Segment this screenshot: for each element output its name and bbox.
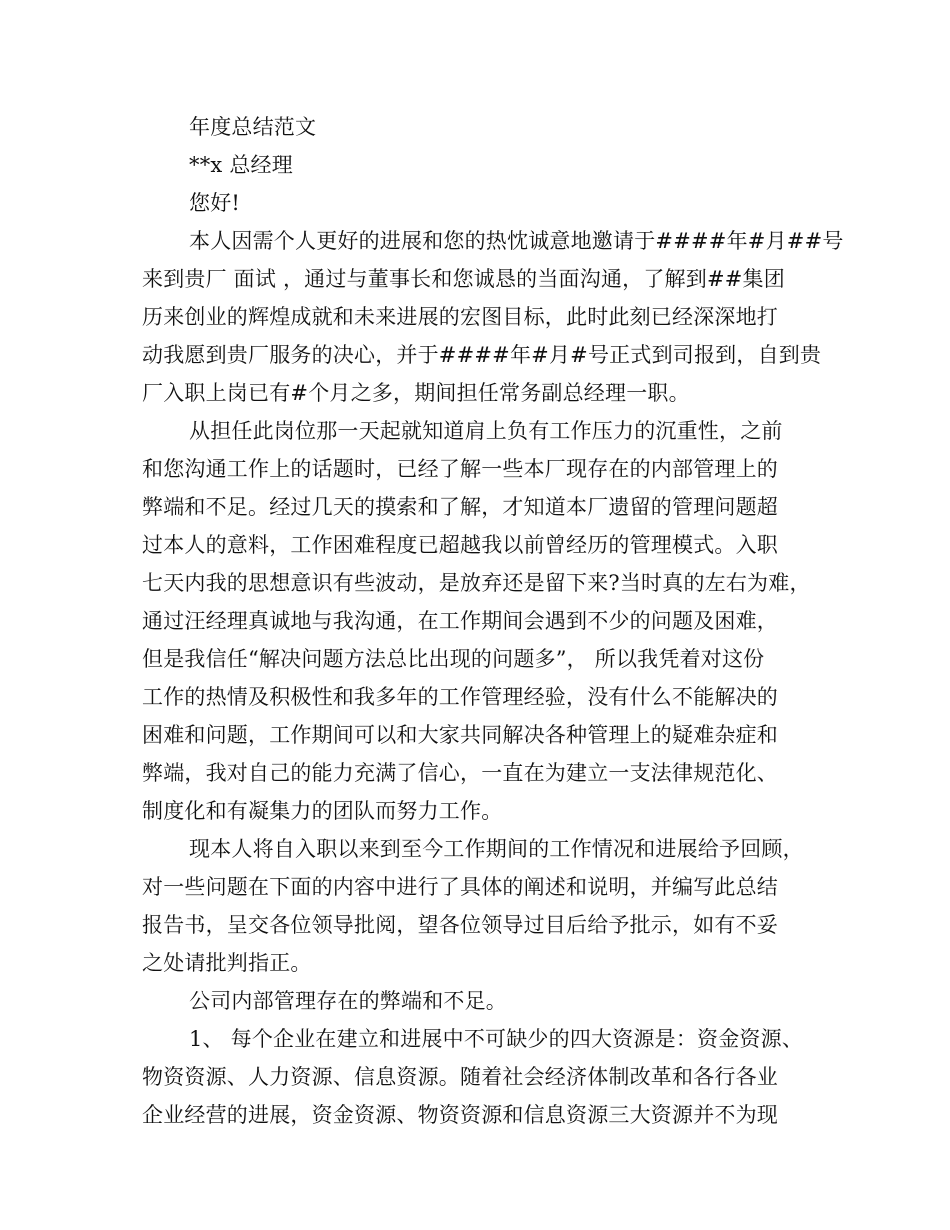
paragraph-2-line: 从担任此岗位那一天起就知道肩上负有工作压力的沉重性，之前 (189, 419, 783, 443)
paragraph-2-line: 弊端和不足。经过几天的摸索和了解，才知道本厂遗留的管理问题超 (142, 495, 778, 519)
section-heading: 公司内部管理存在的弊端和不足。 (189, 989, 507, 1013)
paragraph-2-line: 过本人的意料，工作困难程度已超越我以前曾经历的管理模式。入职 (142, 533, 778, 557)
paragraph-1-line: 历来创业的辉煌成就和未来进展的宏图目标，此时此刻已经深深地打 (142, 305, 778, 329)
paragraph-2-line: 制度化和有凝集力的团队而努力工作。 (142, 799, 503, 823)
paragraph-1-line: 来到贵厂 面试 ，通过与董事长和您诚恳的当面沟通，了解到##集团 (142, 267, 785, 291)
paragraph-3-line: 现本人将自入职以来到至今工作期间的工作情况和进展给予回顾， (189, 837, 804, 861)
paragraph-2-line: 通过汪经理真诚地与我沟通，在工作期间会遇到不少的问题及困难， (142, 609, 778, 633)
paragraph-2-line: 和您沟通工作上的话题时，已经了解一些本厂现存在的内部管理上的 (142, 457, 778, 481)
paragraph-4-line: 1、 每个企业在建立和进展中不可缺少的四大资源是：资金资源、 (189, 1027, 804, 1051)
paragraph-4-line: 物资资源、人力资源、信息资源。随着社会经济体制改革和各行各业 (142, 1065, 778, 1089)
paragraph-3-line: 对一些问题在下面的内容中进行了具体的阐述和说明，并编写此总结 (142, 875, 778, 899)
paragraph-1-line: 动我愿到贵厂服务的决心，并于####年#月#号正式到司报到，自到贵 (142, 343, 822, 367)
paragraph-4-line: 企业经营的进展，资金资源、物资资源和信息资源三大资源并不为现 (142, 1103, 778, 1127)
paragraph-1-line: 厂入职上岗已有#个月之多，期间担任常务副总经理一职。 (142, 381, 690, 405)
paragraph-2-line: 七天内我的思想意识有些波动，是放弃还是留下来?当时真的左右为难， (142, 571, 811, 595)
paragraph-2-line: 工作的热情及积极性和我多年的工作管理经验，没有什么不能解决的 (142, 685, 778, 709)
paragraph-2-line: 困难和问题，工作期间可以和大家共同解决各种管理上的疑难杂症和 (142, 723, 778, 747)
greeting-line: 您好! (189, 191, 241, 215)
paragraph-2-line: 弊端，我对自己的能力充满了信心，一直在为建立一支法律规范化、 (142, 761, 778, 785)
paragraph-1-line: 本人因需个人更好的进展和您的热忱诚意地邀请于####年#月##号 (189, 229, 844, 253)
paragraph-2-line: 但是我信任“解决问题方法总比出现的问题多”， 所以我凭着对这份 (142, 647, 765, 671)
recipient-line: **x 总经理 (189, 153, 293, 177)
paragraph-3-line: 报告书，呈交各位领导批阅，望各位领导过目后给予批示，如有不妥 (142, 913, 778, 937)
paragraph-3-line: 之处请批判指正。 (142, 951, 312, 975)
document-title: 年度总结范文 (189, 115, 317, 139)
